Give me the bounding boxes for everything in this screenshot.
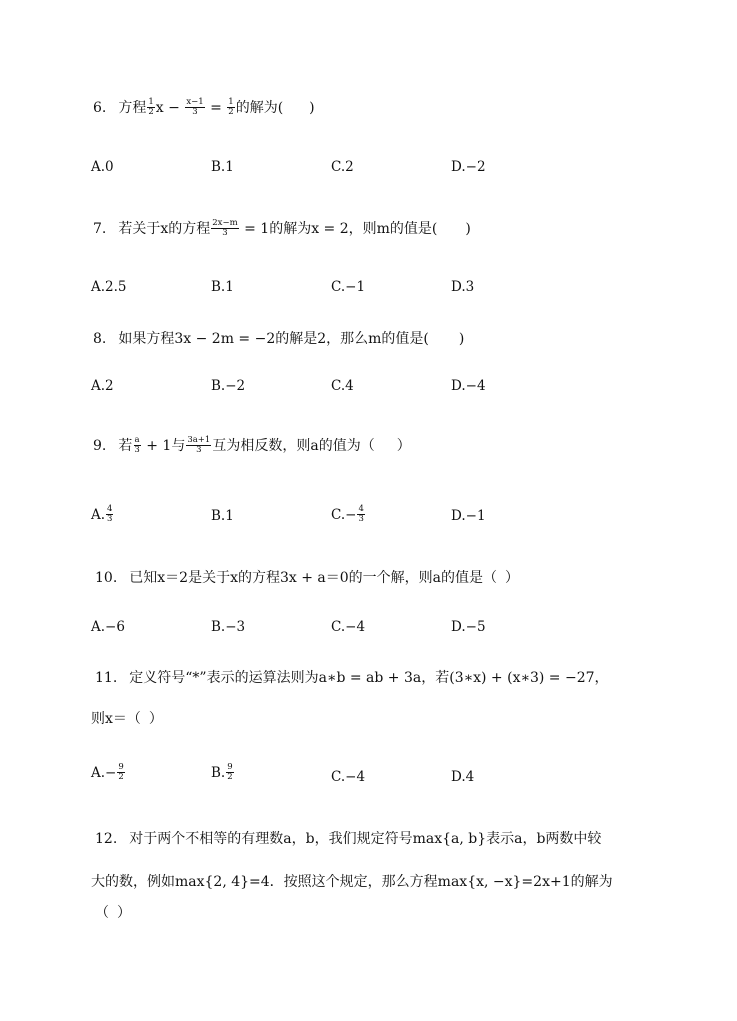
fraction: $\frac{1}{2}$ <box>148 96 154 117</box>
option-c[interactable]: C.−4 <box>331 769 366 785</box>
option-b[interactable]: B.1 <box>211 508 234 524</box>
option-a[interactable]: A.2.5 <box>91 279 127 295</box>
fraction: $\frac{4}{3}$ <box>358 504 364 524</box>
option-a[interactable]: A.− $\frac{9}{2}$ <box>91 762 124 782</box>
option-c[interactable]: C.4 <box>331 378 354 394</box>
option-b[interactable]: B.−3 <box>211 619 246 635</box>
option-a[interactable]: A.−6 <box>91 619 125 635</box>
question-11: 11. 定义符号“*”表示的运算法则为a∗b = ab + 3a，若(3∗x) + (x∗3) = −27， <box>95 670 609 686</box>
question-8: 8. 如果方程3x − 2m = −2的解是2，那么m的值是( ) <box>93 331 465 347</box>
question-number: 9. <box>93 438 107 454</box>
fraction: $\frac{x-1}{3}$ <box>186 96 204 117</box>
option-a[interactable]: A. $\frac{4}{3}$ <box>91 504 113 524</box>
option-c[interactable]: C.− $\frac{4}{3}$ <box>331 504 364 524</box>
question-number: 11. <box>95 670 118 686</box>
question-12: 12. 对于两个不相等的有理数a，b，我们规定符号max{a, b}表示a，b两数中较 <box>95 831 602 847</box>
question-number: 7. <box>93 221 107 237</box>
question-10: 10. 已知x＝2是关于x的方程3x + a＝0的一个解，则a的值是（ ） <box>95 570 519 586</box>
fraction: $\frac{9}{2}$ <box>227 762 233 782</box>
option-d[interactable]: D.3 <box>451 279 475 295</box>
option-c[interactable]: C.2 <box>331 159 354 175</box>
option-c[interactable]: C.−4 <box>331 619 366 635</box>
option-d[interactable]: D.4 <box>451 769 475 785</box>
fraction: $\frac{9}{2}$ <box>118 762 124 782</box>
option-b[interactable]: B. $\frac{9}{2}$ <box>211 762 233 782</box>
option-a[interactable]: A.2 <box>91 378 114 394</box>
question-9: 9. 若 $\frac{a}{3}$ + 1与 $\frac{3a+1}{3}$ 互为相反数，则a的值为（ ） <box>93 434 411 455</box>
option-a[interactable]: A.0 <box>91 159 114 175</box>
fraction: $\frac{3a+1}{3}$ <box>187 434 211 455</box>
option-b[interactable]: B.1 <box>211 159 234 175</box>
question-11-line2: 则x＝（ ） <box>91 711 163 727</box>
option-d[interactable]: D.−4 <box>451 378 486 394</box>
question-12-line2: 大的数，例如max{2, 4}=4．按照这个规定，那么方程max{x, −x}=2x+1的解为 <box>91 874 613 890</box>
option-c[interactable]: C.−1 <box>331 279 366 295</box>
fraction: $\frac{a}{3}$ <box>134 434 140 455</box>
option-d[interactable]: D.−1 <box>451 508 486 524</box>
question-number: 6. <box>93 100 107 116</box>
question-6: 6. 方程 $\frac{1}{2}$ x − $\frac{x-1}{3}$ = $\frac{1}{2}$ 的解为( ) <box>93 96 315 117</box>
fraction: $\frac{4}{3}$ <box>107 504 113 524</box>
fraction: $\frac{1}{2}$ <box>228 96 234 117</box>
question-number: 10. <box>95 570 118 586</box>
option-b[interactable]: B.−2 <box>211 378 246 394</box>
option-d[interactable]: D.−5 <box>451 619 486 635</box>
question-number: 8. <box>93 331 107 347</box>
question-number: 12. <box>95 831 118 847</box>
option-b[interactable]: B.1 <box>211 279 234 295</box>
question-7: 7. 若关于x的方程 $\frac{2x-m}{3}$ = 1的解为x = 2，则m的值是( ) <box>93 217 471 238</box>
option-d[interactable]: D.−2 <box>451 159 486 175</box>
fraction: $\frac{2x-m}{3}$ <box>212 217 238 238</box>
question-12-line3: （ ） <box>95 905 131 921</box>
